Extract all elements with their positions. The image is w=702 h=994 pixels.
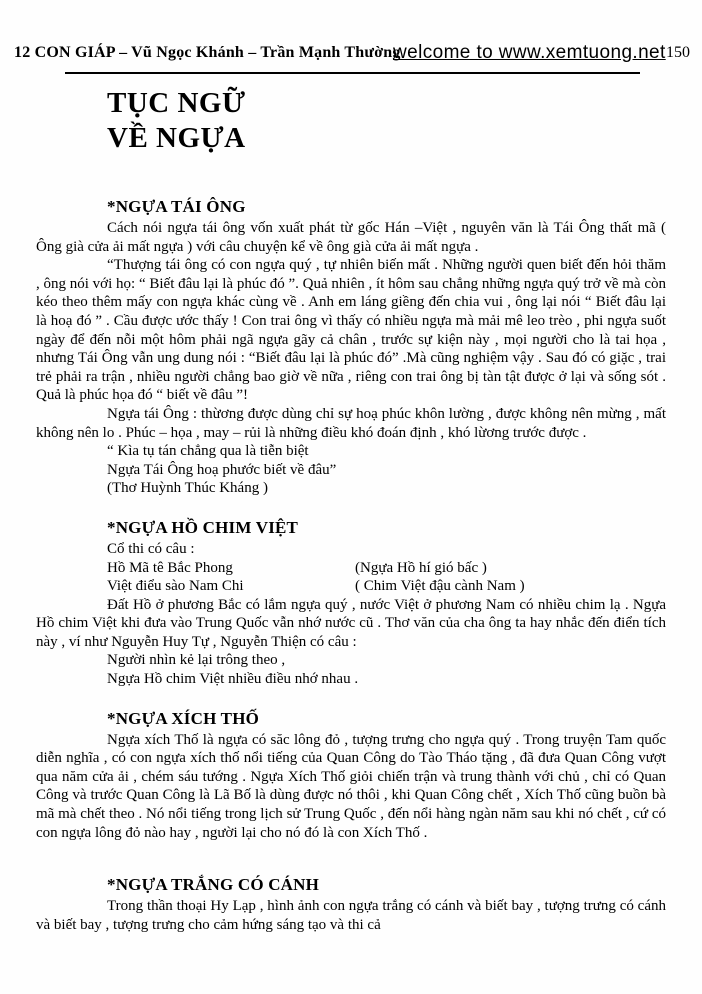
book-title-header: 12 CON GIÁP – Vũ Ngọc Khánh – Trần Mạnh Thường (14, 44, 401, 61)
section-heading-ngua-ho-chim-viet: *NGỰA HỒ CHIM VIỆT (107, 517, 299, 537)
verse-line: Người nhìn kẻ lại trông theo , (107, 652, 286, 669)
section-heading-ngua-trang-co-canh: *NGỰA TRẮNG CÓ CÁNH (107, 875, 320, 895)
paragraph: Trong thần thoại Hy Lạp , hình ảnh con ngựa trắng có cánh và biết bay , tượng trưng có cánh và biết bay , tượng trưng cho cảm hứng sáng tạo và thi cả (36, 898, 666, 933)
paragraph: Cách nói ngựa tái ông vốn xuất phát từ gốc Hán –Việt , nguyên văn là Tái Ông thất mã ( Ông già cửa ải mất ngựa ) với câu chuyện kể về ông già cửa ải mất ngựa . (36, 220, 666, 255)
couplet-original: Hồ Mã tê Bắc Phong (107, 559, 233, 576)
document-title (107, 86, 666, 156)
title-line-1: TỤC NGỮ (107, 87, 246, 119)
website-link[interactable]: welcome to www.xemtuong.net (393, 42, 666, 63)
verse-line: “ Kìa tụ tán chẳng qua là tiễn biệt (107, 443, 309, 460)
couplet-original: Việt điểu sào Nam Chi (107, 578, 244, 595)
paragraph: Đất Hồ ở phương Bắc có lắm ngựa quý , nước Việt ở phương Nam có nhiều chim lạ . Ngựa Hồ chim Việt khi đưa vào Trung Quốc vẫn nhớ nước cũ . Thơ văn của cha ông ta hay nhắc đến điển tích này , ví như Nguyễn Huy Tự , Nguyễn Thiện có câu : (36, 596, 666, 650)
section-heading-ngua-xich-tho: *NGỰA XÍCH THỐ (107, 708, 260, 728)
couplet-translation: ( Chim Việt đậu cành Nam ) (355, 578, 525, 595)
couplet-translation: (Ngựa Hồ hí gió bấc ) (355, 559, 487, 576)
page-content (36, 86, 666, 934)
paragraph: “Thượng tái ông có con ngựa quý , tự nhiên biến mất . Những người quen biết đến hỏi thăm , ông nói với họ: “ Biết đâu lại là phúc đó ”. Quả nhiên , ít hôm sau chẳng những ngựa quý trở về mà còn kéo theo thêm mấy con ngựa khác cùng về . Anh em láng giềng đến chia vui , ông lại nói “ Biết đâu lại là hoạ đó ” . Cầu được ước thấy ! Con trai ông vì thấy có nhiều ngựa mà mải mê leo trèo , phi ngựa suốt ngày để đến nỗi một hôm phải ngã ngựa gãy cả chân , trước sự kiện này , mọi người cho là tai họa , nhưng Tái Ông vẫn ung dung nói : “Biết đâu lại là phúc đó” .Mà cũng nghiệm vậy . Sau đó có giặc , trai trẻ phải ra trận , nhiều người chẳng bao giờ về nữa , riêng con trai ông bị tàn tật được ở lại và sống sót . Quả là phúc họa đó “ biết về đâu ”! (36, 257, 666, 404)
verse-attribution: (Thơ Huỳnh Thúc Kháng ) (107, 480, 268, 497)
couplet-row (107, 577, 666, 596)
verse-line: Ngựa Hồ chim Việt nhiều điều nhớ nhau . (107, 671, 359, 688)
header-rule (65, 72, 640, 74)
verse-line: Ngựa Tái Ông hoạ phước biết về đâu” (107, 461, 337, 478)
couplet-row (107, 559, 666, 578)
intro-line: Cổ thi có câu : (107, 540, 195, 557)
title-line-2: VỀ NGỰA (107, 122, 246, 154)
paragraph: Ngựa xích Thố là ngựa có săc lông đỏ , tượng trưng cho ngựa quý . Trong truyện Tam quốc diễn nghĩa , có con ngựa xích thố nổi tiếng của Quan Công do Tào Tháo tặng , đã đưa Quan Công vượt qua năm cửa ải , chém sáu tướng . Ngựa Xích Thố giỏi chiến trận và trung thành với chủ , chỉ có Quan Công và trước Quan Công là Lã Bố là dùng được nó thôi , khi Quan Công chết , Xích Thố cũng buồn bà mã mà chết theo . Nó nổi tiếng trong lịch sử Trung Quốc , đến nổi hàng ngàn năm sau khi nó chết , cứ có con ngựa lông đỏ nào hay , người lại cho nó đó là con Xích Thố . (36, 731, 666, 841)
page-number: 150 (666, 44, 690, 61)
section-heading-ngua-tai-ong: *NGỰA TÁI ÔNG (107, 197, 246, 216)
paragraph: Ngựa tái Ông : thừơng được dùng chỉ sự hoạ phúc khôn lường , được không nên mừng , mất không nên lo . Phúc – họa , may – rủi là những điều khó đoán định , khó lừơng trước được . (36, 405, 666, 441)
